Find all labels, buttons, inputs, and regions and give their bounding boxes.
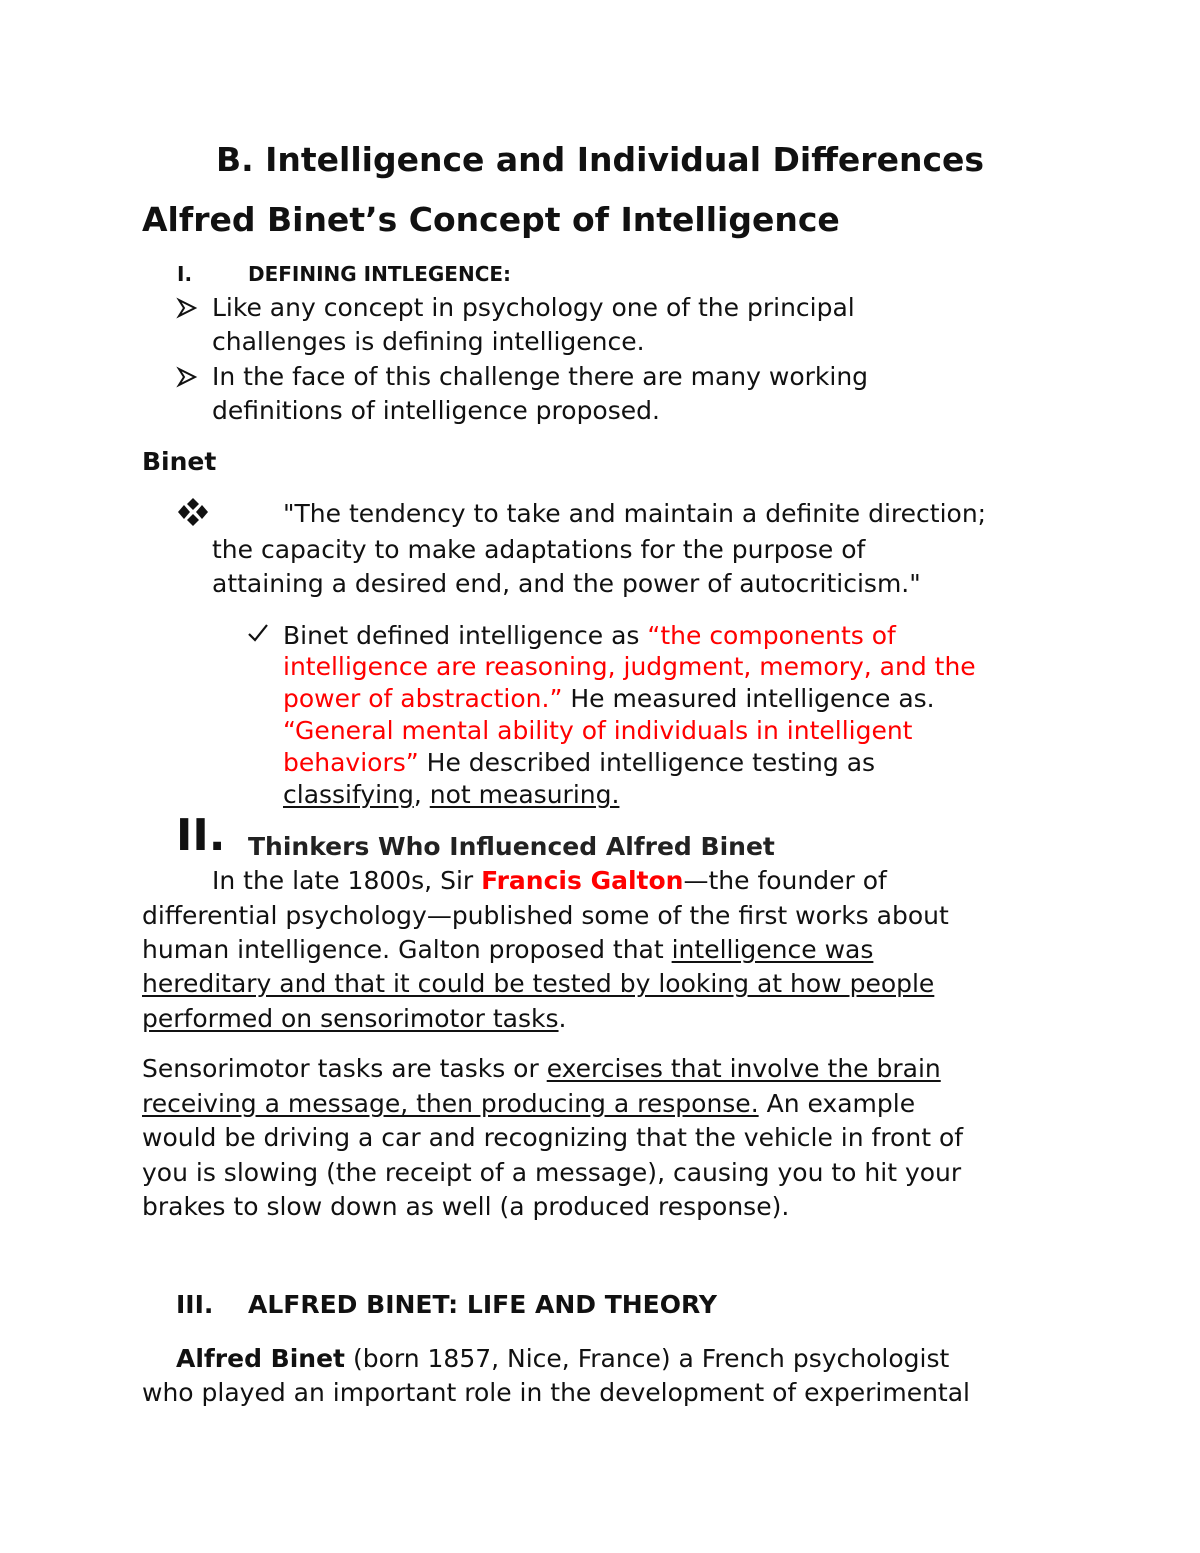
check-red-text: behaviors” xyxy=(283,748,419,777)
galton-line-5 xyxy=(142,1002,566,1036)
check-text: , xyxy=(413,780,430,809)
check-line-4: “General mental ability of individuals in intelligent xyxy=(283,716,913,745)
check-line-5 xyxy=(283,746,875,780)
bullet-2-line-2: definitions of intelligence proposed. xyxy=(212,396,660,425)
underlined-text: intelligence was xyxy=(671,935,874,964)
binet-name: Alfred Binet xyxy=(176,1344,346,1373)
check-line-3 xyxy=(283,682,935,716)
check-red-text: power of abstraction.” xyxy=(283,684,563,713)
section-1-heading: DEFINING INTLEGENCE: xyxy=(248,262,512,286)
section-3-heading: ALFRED BINET: LIFE AND THEORY xyxy=(248,1290,717,1319)
document-subtitle: Alfred Binet’s Concept of Intelligence xyxy=(142,200,840,239)
bullet-2-line-1: In the face of this challenge there are many working xyxy=(212,362,869,391)
sensorimotor-line-4: you is slowing (the receipt of a message), causing you to hit your xyxy=(142,1158,962,1187)
section-1-numeral: I. xyxy=(177,262,193,286)
check-text: He described intelligence testing as xyxy=(418,748,876,777)
para-text: In the late 1800s, Sir xyxy=(212,866,482,895)
binet-quote-line-2: the capacity to make adaptations for the purpose of xyxy=(212,535,866,564)
para-text: . xyxy=(558,1004,567,1033)
sensorimotor-line-3: would be driving a car and recognizing that the vehicle in front of xyxy=(142,1123,964,1152)
check-line-6 xyxy=(283,778,619,812)
check-red-text: “the components of xyxy=(647,621,896,650)
underlined-text: classifying xyxy=(283,780,414,809)
check-text: Binet defined intelligence as xyxy=(283,621,648,650)
binet-label: Binet xyxy=(142,447,217,476)
underlined-text: exercises that involve the brain xyxy=(546,1054,941,1083)
underlined-text: receiving a message, then producing a response. xyxy=(142,1089,759,1118)
binet-life-line-1 xyxy=(176,1342,949,1376)
sensorimotor-line-5: brakes to slow down as well (a produced response). xyxy=(142,1192,790,1221)
bullet-1-line-2: challenges is defining intelligence. xyxy=(212,327,645,356)
arrow-bullet-icon xyxy=(176,366,198,392)
sensorimotor-line-1 xyxy=(142,1052,941,1086)
diamond-bullet-icon xyxy=(175,497,211,531)
galton-line-2: differential psychology—published some of the first works about xyxy=(142,901,949,930)
underlined-text: not measuring. xyxy=(429,780,620,809)
section-2-heading: Thinkers Who Influenced Alfred Binet xyxy=(248,832,775,861)
check-line-1 xyxy=(283,619,896,653)
document-title: B. Intelligence and Individual Differences xyxy=(215,140,985,179)
arrow-bullet-icon xyxy=(176,297,198,323)
galton-line-3 xyxy=(142,933,873,967)
para-text: (born 1857, Nice, France) a French psychologist xyxy=(345,1344,950,1373)
section-2-numeral: II. xyxy=(176,810,226,861)
underlined-text: performed on sensorimotor tasks xyxy=(142,1004,559,1033)
binet-life-line-2: who played an important role in the development of experimental xyxy=(142,1378,971,1407)
section-3-numeral: III. xyxy=(176,1290,214,1319)
para-text: An example xyxy=(758,1089,916,1118)
para-text: Sensorimotor tasks are tasks or xyxy=(142,1054,547,1083)
checkmark-icon xyxy=(246,622,270,648)
check-text: He measured intelligence as. xyxy=(562,684,935,713)
galton-line-4: hereditary and that it could be tested by looking at how people xyxy=(142,969,935,998)
binet-quote-line-3: attaining a desired end, and the power of autocriticism." xyxy=(212,569,921,598)
para-text: —the founder of xyxy=(683,866,887,895)
bullet-1-line-1: Like any concept in psychology one of the principal xyxy=(212,293,855,322)
galton-name: Francis Galton xyxy=(481,866,684,895)
check-line-2: intelligence are reasoning, judgment, memory, and the xyxy=(283,652,976,681)
para-text: human intelligence. Galton proposed that xyxy=(142,935,672,964)
sensorimotor-line-2 xyxy=(142,1087,915,1121)
binet-quote-line-1: "The tendency to take and maintain a definite direction; xyxy=(283,499,987,528)
galton-line-1 xyxy=(212,864,887,898)
